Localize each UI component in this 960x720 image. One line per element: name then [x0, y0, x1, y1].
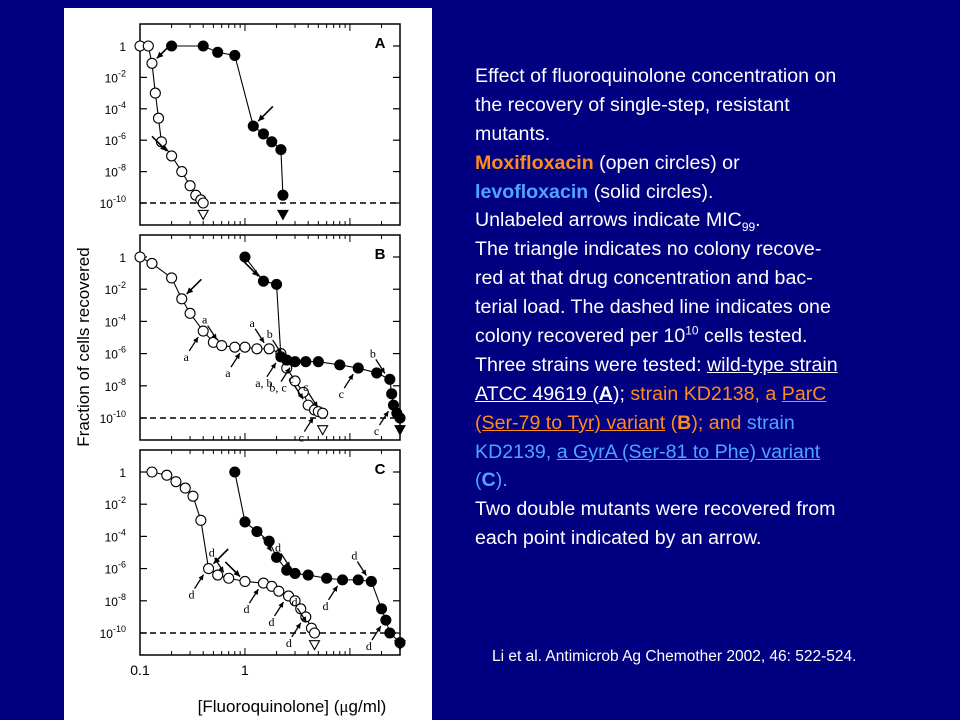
no-colony-triangle	[278, 210, 288, 219]
caption-line	[475, 206, 935, 235]
moxifloxacin-point	[264, 344, 274, 354]
moxifloxacin-point	[180, 483, 190, 493]
moxifloxacin-point	[240, 576, 250, 586]
y-tick-label: $10^{-2}$	[104, 280, 126, 298]
caption-line	[475, 495, 935, 524]
levofloxacin-point	[167, 41, 177, 51]
moxifloxacin-point	[196, 515, 206, 525]
y-tick-exponent: -8	[117, 591, 126, 602]
y-tick-exponent: -2	[117, 495, 126, 506]
moxifloxacin-point	[217, 341, 227, 351]
caption-text: Effect of fluoroquinolone concentration on	[475, 65, 837, 87]
moxifloxacin-point	[177, 167, 187, 177]
caption-line	[475, 120, 935, 149]
mutant-label: d	[256, 524, 263, 539]
moxifloxacin-point	[318, 408, 328, 418]
caption-line	[475, 351, 935, 380]
moxifloxacin-label: Moxifloxacin	[475, 151, 594, 174]
mutant-label: a	[202, 312, 208, 327]
levofloxacin-line	[235, 472, 400, 643]
panel-b	[100, 235, 405, 445]
caption-text: Three strains were tested:	[475, 353, 707, 376]
y-tick-label: $10^{-8}$	[104, 162, 126, 180]
levofloxacin-point	[353, 575, 363, 585]
y-tick-exponent: -2	[117, 68, 126, 79]
caption-line	[475, 438, 935, 467]
caption-line	[475, 466, 935, 495]
caption-line	[475, 264, 935, 293]
mutant-label: c	[338, 387, 344, 402]
no-colony-triangle	[318, 426, 328, 435]
no-colony-triangle	[395, 426, 405, 435]
x-axis-label-pre: [Fluoroquinolone] (	[197, 697, 340, 716]
mutant-label: d	[291, 595, 298, 610]
caption-text: The triangle indicates no colony recove-	[475, 238, 822, 261]
y-tick-exponent: -2	[117, 280, 126, 291]
caption-text: each point indicated by an arrow.	[475, 527, 762, 550]
caption-line	[475, 178, 935, 207]
mutant-label: b	[266, 327, 273, 342]
panel-c	[100, 450, 405, 655]
y-tick-label: 1	[119, 466, 126, 480]
moxifloxacin-point	[252, 344, 262, 354]
citation: Li et al. Antimicrob Ag Chemother 2002, 46: 522-524.	[492, 648, 857, 665]
strain-a-label: wild-type strain	[706, 353, 838, 376]
mutant-label: a	[225, 366, 231, 381]
mutant-label: c	[303, 380, 309, 395]
caption-line	[475, 149, 935, 178]
y-tick-label: $10^{-6}$	[104, 559, 126, 577]
moxifloxacin-point	[147, 258, 157, 268]
y-tick-label: $10^{-4}$	[104, 527, 126, 545]
y-tick-label: $10^{-4}$	[104, 312, 126, 330]
y-tick-label: $10^{-8}$	[104, 591, 126, 609]
y-tick-exponent: -8	[117, 162, 126, 173]
moxifloxacin-point	[224, 573, 234, 583]
moxifloxacin-point	[177, 294, 187, 304]
levofloxacin-point	[313, 357, 323, 367]
caption-line	[475, 62, 935, 91]
levofloxacin-point	[272, 279, 282, 289]
levofloxacin-point	[240, 517, 250, 527]
moxifloxacin-point	[198, 198, 208, 208]
caption-text: );	[612, 382, 631, 405]
caption-line	[475, 409, 935, 438]
x-tick-label: 1	[241, 662, 249, 678]
levofloxacin-point	[335, 360, 345, 370]
mutant-label: a	[183, 350, 189, 365]
levofloxacin-point	[290, 568, 300, 578]
levofloxacin-point	[366, 576, 376, 586]
figure-panel	[64, 8, 432, 720]
moxifloxacin-point	[162, 470, 172, 480]
levofloxacin-point	[385, 374, 395, 384]
caption-line	[475, 322, 935, 351]
levofloxacin-point	[276, 145, 286, 155]
y-tick-label: 1	[119, 251, 126, 265]
levofloxacin-point	[395, 413, 405, 423]
caption-text: (	[665, 411, 678, 434]
moxifloxacin-point	[213, 570, 223, 580]
caption-line	[475, 91, 935, 120]
levofloxacin-point	[338, 575, 348, 585]
moxifloxacin-point	[198, 326, 208, 336]
mutant-label: d	[275, 540, 282, 555]
mutant-label: d	[351, 548, 358, 563]
y-tick-label: $10^{-10}$	[99, 409, 126, 426]
levofloxacin-point	[267, 137, 277, 147]
mutant-label: d	[188, 587, 195, 602]
levofloxacin-point	[353, 363, 363, 373]
levofloxacin-point	[381, 615, 391, 625]
mutant-label: a	[249, 315, 255, 330]
y-tick-label: $10^{-2}$	[104, 68, 126, 86]
caption-text: Two double mutants were recovered from	[475, 498, 836, 521]
levofloxacin-point	[258, 276, 268, 286]
levofloxacin-point	[387, 389, 397, 399]
caption-text: mutants.	[475, 122, 551, 145]
x-axis-label-post: g/ml)	[348, 697, 387, 716]
moxifloxacin-point	[204, 564, 214, 574]
y-tick-label: $10^{-4}$	[104, 99, 126, 117]
mutant-label: b, c	[269, 380, 287, 395]
levofloxacin-point	[213, 47, 223, 57]
caption-text: ).	[495, 469, 508, 492]
y-tick-label: $10^{-10}$	[99, 194, 126, 211]
mutant-label: c	[373, 424, 380, 439]
y-tick-label: 1	[119, 40, 126, 54]
x-axis-label-mu: μ	[339, 697, 349, 716]
panel-c-ref: C	[481, 469, 496, 492]
moxifloxacin-line	[140, 46, 203, 203]
x-axis-label	[198, 697, 387, 716]
panel-label: B	[374, 246, 386, 263]
y-axis-label: Fraction of cells recovered	[74, 247, 93, 447]
caption-text: the recovery of single-step, resistant	[475, 93, 790, 116]
y-tick-exponent: -10	[112, 194, 126, 204]
levofloxacin-point	[278, 190, 288, 200]
y-tick-label: $10^{-6}$	[104, 344, 126, 362]
caption-text: terial load. The dashed line indicates one	[475, 296, 831, 319]
fluoroquinolone-chart	[64, 8, 432, 720]
y-tick-exponent: -8	[117, 376, 126, 387]
y-tick-exponent: -4	[117, 527, 126, 538]
strain-c-variant: a GyrA (Ser-81 to Phe) variant	[556, 440, 821, 463]
y-tick-label: $10^{-8}$	[104, 376, 126, 394]
levofloxacin-point	[198, 41, 208, 51]
mutant-label: c	[288, 372, 294, 387]
mutant-label: d	[322, 598, 329, 613]
panel-a	[100, 24, 400, 225]
levofloxacin-line	[172, 46, 283, 195]
strain-b-variant: ParC	[781, 382, 827, 405]
y-tick-exponent: -6	[117, 559, 126, 570]
x-tick-label: 0.1	[130, 662, 150, 678]
caption-text: .	[755, 209, 761, 232]
levofloxacin-point	[372, 368, 382, 378]
y-tick-label: $10^{-2}$	[104, 495, 126, 513]
strain-c-label: KD2139,	[475, 440, 557, 463]
moxifloxacin-point	[147, 467, 157, 477]
mutant-label: b	[369, 346, 376, 361]
moxifloxacin-point	[147, 58, 157, 68]
y-tick-label: $10^{-10}$	[99, 624, 126, 641]
levofloxacin-point	[301, 357, 311, 367]
y-tick-label: $10^{-6}$	[104, 131, 126, 149]
moxifloxacin-point	[171, 477, 181, 487]
y-tick-exponent: -10	[112, 409, 126, 419]
panel-label: A	[374, 35, 386, 52]
caption-line	[475, 235, 935, 264]
levofloxacin-point	[322, 573, 332, 583]
levofloxacin-point	[377, 604, 387, 614]
mutant-label: d	[365, 639, 372, 654]
mutant-label: d	[208, 545, 215, 560]
moxifloxacin-point	[153, 113, 163, 123]
levofloxacin-point	[248, 121, 258, 131]
moxifloxacin-point	[143, 41, 153, 51]
strain-b-variant: (Ser-79 to Tyr) variant	[475, 411, 666, 434]
moxifloxacin-point	[185, 181, 195, 191]
levofloxacin-point	[303, 570, 313, 580]
levofloxacin-point	[240, 252, 250, 262]
moxifloxacin-point	[135, 252, 145, 262]
panel-frame	[140, 24, 400, 225]
strain-a-label: ATCC 49619 (	[475, 382, 599, 405]
exponent: 10	[685, 323, 699, 338]
mutant-label: d	[243, 602, 250, 617]
moxifloxacin-point	[188, 491, 198, 501]
caption-text: red at that drug concentration and bac-	[475, 267, 813, 290]
moxifloxacin-point	[230, 342, 240, 352]
y-tick-exponent: -4	[117, 99, 126, 110]
caption-text: ); and	[691, 411, 747, 434]
mutant-label: d	[285, 635, 292, 650]
strain-b-label: strain KD2138, a	[630, 382, 782, 405]
levofloxacin-point	[385, 628, 395, 638]
caption-line	[475, 293, 935, 322]
moxifloxacin-point	[274, 586, 284, 596]
levofloxacin-point	[230, 50, 240, 60]
levofloxacin-point	[258, 129, 268, 139]
caption-text: (	[475, 469, 482, 492]
no-colony-triangle	[310, 641, 320, 650]
levofloxacin-label: levofloxacin	[475, 180, 589, 203]
caption-text: Unlabeled arrows indicate MIC	[475, 209, 742, 232]
caption-text: colony recovered per 10	[475, 325, 686, 348]
moxifloxacin-point	[167, 151, 177, 161]
y-tick-exponent: -10	[112, 624, 126, 634]
levofloxacin-point	[230, 467, 240, 477]
caption-text: cells tested.	[698, 325, 808, 348]
y-tick-exponent: -4	[117, 312, 126, 323]
mic-subscript: 99	[741, 220, 756, 235]
caption	[475, 62, 935, 553]
mutant-label: a, b	[255, 375, 273, 390]
moxifloxacin-point	[167, 273, 177, 283]
caption-line	[475, 380, 935, 409]
moxifloxacin-line	[152, 472, 315, 633]
caption-text: (open circles) or	[593, 151, 740, 174]
panel-label: C	[374, 461, 386, 478]
panel-b-ref: B	[677, 411, 692, 434]
caption-line	[475, 524, 935, 553]
mutant-label: c	[298, 430, 304, 445]
y-tick-exponent: -6	[117, 344, 126, 355]
moxifloxacin-point	[150, 88, 160, 98]
moxifloxacin-point	[185, 308, 195, 318]
levofloxacin-point	[290, 357, 300, 367]
strain-c-label: strain	[746, 411, 795, 434]
no-colony-triangle	[198, 210, 208, 219]
panel-a-ref: A	[598, 382, 613, 405]
moxifloxacin-point	[240, 342, 250, 352]
y-tick-exponent: -6	[117, 131, 126, 142]
moxifloxacin-point	[310, 628, 320, 638]
caption-text: (solid circles).	[588, 180, 714, 203]
mutant-label: d	[268, 614, 275, 629]
